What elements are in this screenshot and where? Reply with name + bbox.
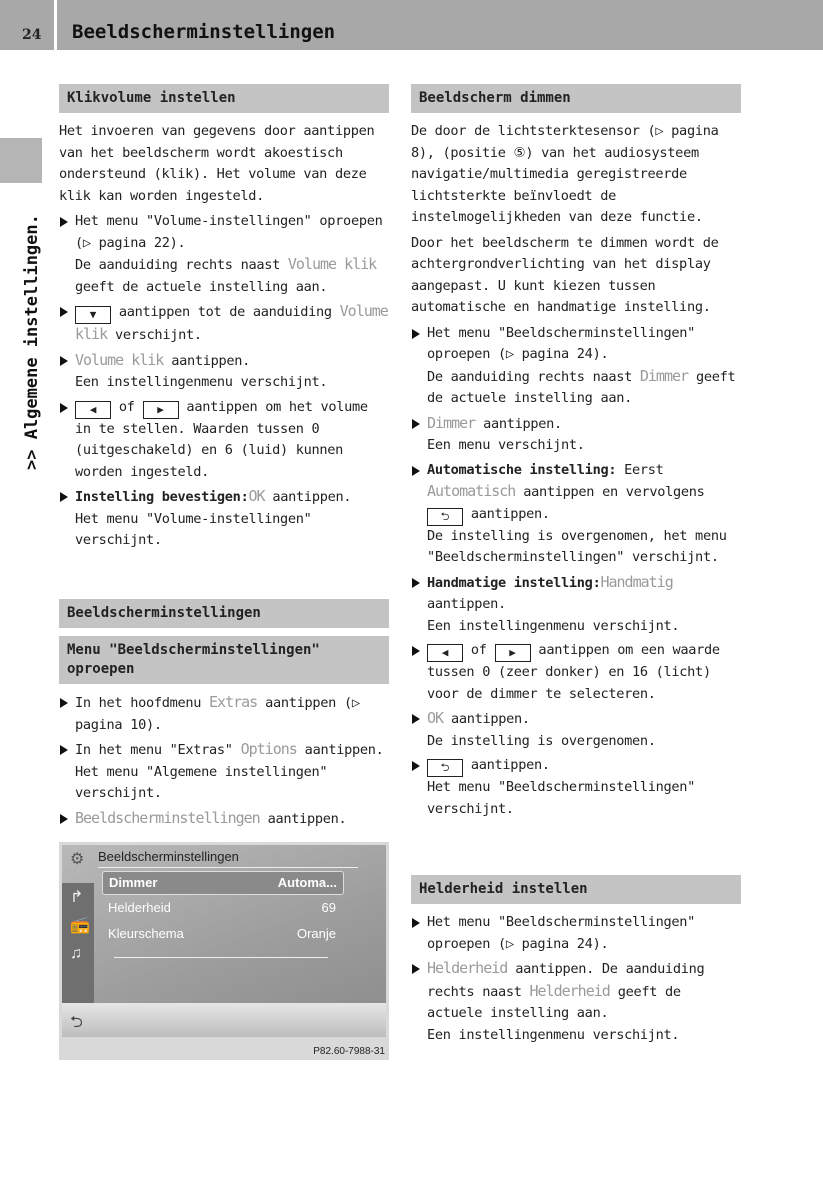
text: aantippen. — [163, 352, 251, 369]
side-tab-label: >> Algemene instellingen. — [22, 214, 42, 470]
display-text: Volume klik — [75, 350, 164, 369]
text: aantippen om een waarde tussen 0 (zeer donker) en 16 (licht) voor de dimmer te selecteren. — [427, 642, 720, 702]
text: aantippen om het volume in te stellen. Waarden tussen 0 (uitgeschakeld) en 6 (luid) kunnen worden ingesteld. — [75, 398, 368, 480]
bold-label: Instelling bevestigen: — [75, 489, 249, 505]
section-heading — [411, 84, 741, 113]
display-text: Handmatig — [600, 572, 673, 591]
paragraph — [411, 121, 741, 229]
instruction-step — [59, 301, 389, 347]
section-beeldscherminstellingen — [59, 599, 389, 830]
instruction-step — [411, 958, 741, 1046]
row-label: Kleurschema — [108, 926, 184, 941]
screen-sidebar — [62, 883, 94, 1003]
row-label: Dimmer — [109, 875, 158, 890]
screen-row-kleurschema[interactable] — [102, 923, 342, 945]
display-text: Extras — [209, 693, 258, 711]
text: Het menu "Volume-instellingen" verschijnt. — [75, 510, 312, 548]
display-text: Helderheid — [427, 959, 508, 977]
page-number-box — [0, 0, 57, 50]
text: Menu "Beeldscherminstellingen" oproepen — [67, 642, 320, 677]
paragraph — [411, 233, 741, 319]
key-button-icon: ⮌ — [427, 759, 463, 777]
text: Klikvolume instellen — [67, 90, 236, 106]
display-text: Beeldscherminstellingen — [75, 808, 260, 827]
row-value: Oranje — [296, 926, 336, 941]
section-heading — [59, 599, 389, 628]
instruction-step — [411, 572, 741, 638]
display-text: OK — [427, 709, 444, 727]
page-number: 24 — [22, 27, 42, 43]
key-button-icon: ⮌ — [427, 508, 463, 526]
navigation-arrow-icon: ↱ — [70, 889, 84, 906]
back-icon[interactable]: ⮌ — [70, 1014, 83, 1031]
text: Het menu "Beeldscherminstellingen" oproepen (▷ pagina 24). — [427, 324, 696, 362]
text: geeft de actuele instelling aan. — [427, 368, 736, 406]
instruction-step — [59, 211, 389, 298]
instruction-step — [411, 460, 741, 569]
text: De instelling is overgenomen, het menu "Beeldscherminstellingen" verschijnt. — [427, 527, 727, 565]
text: De aanduiding rechts naast — [75, 257, 288, 273]
text: aantippen. — [296, 742, 384, 758]
bold-label: Automatische instelling: — [427, 461, 617, 478]
instruction-step — [59, 739, 389, 805]
screen-illustration — [59, 842, 389, 1060]
row-label: Helderheid — [108, 900, 171, 915]
paragraph — [59, 121, 389, 207]
key-button-icon: ◀ — [75, 401, 111, 419]
text: Het menu "Volume-instellingen" oproepen (▷ pagina 22). — [75, 213, 383, 251]
text: aantippen tot de aanduiding — [111, 304, 340, 320]
screen-row-helderheid[interactable] — [102, 897, 342, 919]
section-heading — [59, 636, 389, 684]
text: aantippen en vervolgens — [515, 484, 705, 500]
bold-label: Handmatige instelling: — [427, 574, 601, 591]
instruction-step — [59, 350, 389, 394]
key-button-icon: ◀ — [427, 644, 463, 662]
text: aantippen. — [259, 810, 347, 827]
text: verschijnt. — [107, 327, 202, 343]
gear-icon: ⚙ — [70, 851, 85, 868]
text: Het menu "Algemene instellingen" verschijnt. — [75, 763, 328, 801]
text: of — [463, 642, 495, 658]
text: Het menu "Beeldscherminstellingen" verschijnt. — [427, 779, 696, 817]
divider — [98, 867, 358, 868]
radio-icon: 📻 — [70, 917, 90, 934]
music-note-icon: ♫ — [70, 945, 82, 962]
instruction-step — [59, 808, 389, 831]
text: aantippen. — [463, 757, 550, 773]
section-beeldscherm-dimmen — [411, 84, 741, 823]
text: Beeldscherm dimmen — [419, 90, 571, 106]
section-heading — [59, 84, 389, 113]
text: Een instellingenmenu verschijnt. — [427, 617, 680, 634]
instruction-step — [59, 397, 389, 484]
display-text: Options — [240, 740, 297, 758]
screen-row-dimmer[interactable] — [102, 871, 344, 895]
text: geeft de actuele instelling aan. — [427, 983, 681, 1021]
display-text: OK — [248, 487, 265, 505]
text: aantippen. — [264, 489, 352, 505]
text: Door het beeldscherm te dimmen wordt de achtergrondverlichting van het display aangepast. U kunt kiezen tussen automatische en handmatige instelling. — [411, 234, 719, 315]
text: Beeldscherminstellingen — [67, 605, 261, 621]
text: In het menu "Extras" — [75, 742, 241, 758]
display-text: Dimmer — [639, 366, 689, 385]
text: aantippen. De aanduiding rechts naast — [427, 961, 705, 1000]
text: De door de lichtsterktesensor (▷ pagina 8), (positie ⑤) van het audiosysteem navigatie/multimedia geregistreerde lichtsterkte beïnvloedt de instelmogelijkheden van deze functie. — [411, 123, 719, 225]
instruction-step — [411, 640, 741, 705]
key-button-icon: ▶ — [495, 644, 531, 662]
instruction-step — [411, 323, 741, 410]
text: Eerst — [616, 461, 664, 478]
text: De instelling is overgenomen. — [427, 732, 656, 749]
text: Een instellingenmenu verschijnt. — [75, 374, 328, 390]
row-value: Automa... — [277, 875, 337, 890]
text: De aanduiding rechts naast — [427, 368, 640, 385]
figure-code: P82.60-7988-31 — [313, 1046, 385, 1057]
divider — [114, 957, 328, 958]
instruction-step — [59, 692, 389, 736]
instruction-step — [411, 755, 741, 820]
instruction-step — [411, 912, 741, 955]
text: aantippen. — [463, 505, 550, 522]
display-text: Dimmer — [427, 413, 476, 432]
screen-title: Beeldscherminstellingen — [98, 849, 239, 864]
text: Helderheid instellen — [419, 881, 588, 897]
display-text: Volume klik — [75, 302, 388, 343]
side-tab-marker — [0, 138, 42, 183]
text: aantippen. — [443, 711, 530, 727]
key-button-icon: ▶ — [143, 401, 179, 419]
page-title: Beeldscherminstellingen — [72, 21, 336, 43]
left-lower-column — [59, 599, 389, 1060]
text: Het invoeren van gegevens door aantippen van het beeldscherm wordt akoestisch ondersteund (klik). Het volume van deze klik kan worden ingesteld. — [59, 123, 375, 204]
row-value: 69 — [321, 900, 336, 915]
text: aantippen (▷ pagina 10). — [75, 695, 360, 733]
section-heading — [411, 875, 741, 904]
instruction-step — [411, 413, 741, 457]
screen-footer — [62, 1003, 386, 1037]
text: Een menu verschijnt. — [427, 437, 585, 453]
text: of — [111, 398, 143, 415]
text: Het menu "Beeldscherminstellingen" oproepen (▷ pagina 24). — [427, 914, 696, 952]
text: geeft de actuele instelling aan. — [75, 278, 328, 295]
display-text: Volume klik — [287, 255, 377, 273]
section-helderheid — [411, 875, 741, 1049]
text: aantippen. — [427, 596, 506, 612]
instruction-step — [59, 486, 389, 552]
instruction-step — [411, 708, 741, 752]
section-klikvolume — [59, 84, 389, 555]
display-text: Automatisch — [427, 482, 516, 500]
display-screen — [62, 845, 386, 1037]
text: In het hoofdmenu — [75, 695, 210, 711]
text: Een instellingenmenu verschijnt. — [427, 1026, 680, 1043]
display-text: Helderheid — [529, 981, 610, 1000]
text: aantippen. — [475, 415, 562, 432]
key-button-icon: ▼ — [75, 306, 111, 324]
